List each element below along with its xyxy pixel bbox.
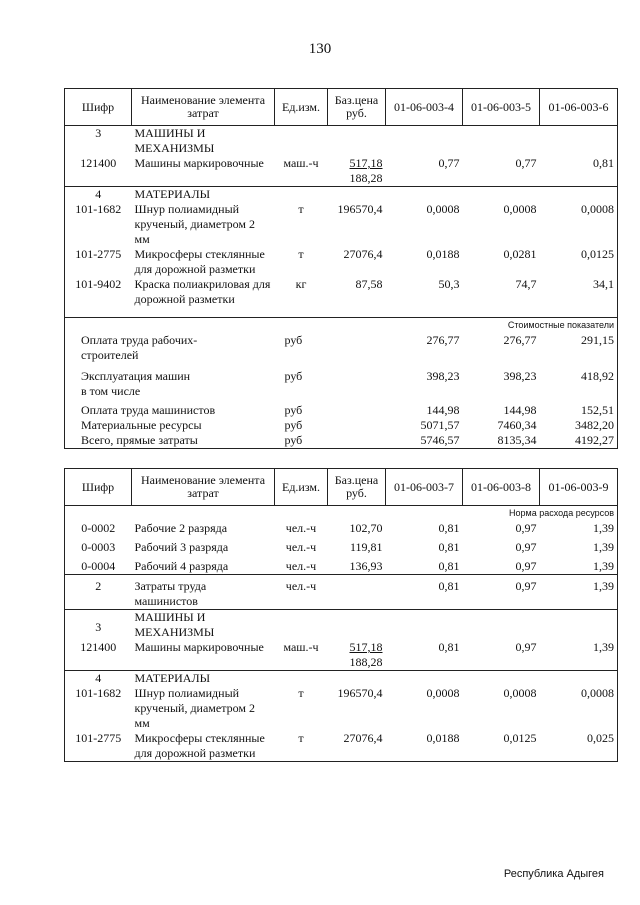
cost-unit: руб xyxy=(284,369,303,383)
header-code: Шифр xyxy=(65,469,132,506)
row-value: 0,0008 xyxy=(503,686,537,700)
cost-unit: руб xyxy=(284,333,303,347)
header-col-b: 01-06-003-8 xyxy=(463,469,540,506)
table-row xyxy=(65,731,618,762)
row-unit: т xyxy=(298,202,304,216)
header-unit: Ед.изм. xyxy=(275,469,328,506)
row-value: 0,81 xyxy=(540,156,618,187)
row-name: Рабочий 3 разряда xyxy=(134,540,229,554)
cost-row xyxy=(65,333,618,363)
row-value: 0,77 xyxy=(463,156,540,187)
row-value: 0,81 xyxy=(386,640,463,671)
table-header xyxy=(65,469,618,506)
row-value: 50,3 xyxy=(438,277,460,291)
table-row xyxy=(65,247,618,277)
cost-row xyxy=(65,399,618,418)
row-unit: чел.-ч xyxy=(285,521,317,535)
table-row xyxy=(65,640,618,671)
cost-label: Всего, прямые затраты xyxy=(65,433,275,449)
header-col-c: 01-06-003-6 xyxy=(540,89,618,126)
cost-value: 144,98 xyxy=(503,403,537,417)
price-bottom: 188,28 xyxy=(349,171,383,185)
row-value: 1,39 xyxy=(540,536,618,555)
row-unit: чел.-ч xyxy=(275,555,328,575)
cost-unit: руб xyxy=(275,433,328,449)
row-unit: т xyxy=(298,247,304,261)
subheader-label: Норма расхода ресурсов xyxy=(65,506,618,522)
row-name: Машины маркировочные xyxy=(132,640,275,671)
cost-value: 276,77 xyxy=(426,333,460,347)
row-value: 1,39 xyxy=(540,575,618,610)
cost-label: Материальные ресурсы xyxy=(65,418,275,433)
row-value: 0,81 xyxy=(438,521,460,535)
price-top: 517,18 xyxy=(349,156,383,170)
cost-value: 291,15 xyxy=(540,333,618,363)
cost-value: 7460,34 xyxy=(497,418,537,432)
row-code: 101-9402 xyxy=(65,277,132,307)
row-value: 0,0008 xyxy=(540,202,618,247)
header-name: Наименование элемента затрат xyxy=(132,469,275,506)
row-price: 27076,4 xyxy=(328,731,386,762)
row-value: 0,0008 xyxy=(426,202,460,216)
cost-value: 144,98 xyxy=(426,403,460,417)
row-code: 0-0002 xyxy=(65,521,132,536)
row-value: 0,0125 xyxy=(463,731,540,762)
row-value: 0,97 xyxy=(463,555,540,575)
row-value: 1,39 xyxy=(540,521,618,536)
header-col-c: 01-06-003-9 xyxy=(540,469,618,506)
cost-value: 4192,27 xyxy=(540,433,618,449)
table-row xyxy=(65,575,618,610)
cost-row xyxy=(65,433,618,449)
page-number: 130 xyxy=(308,41,332,57)
row-price: 196570,4 xyxy=(337,202,383,216)
row-value: 0,81 xyxy=(438,540,460,554)
row-unit: маш.-ч xyxy=(275,156,328,187)
header-unit: Ед.изм. xyxy=(275,89,328,126)
row-value: 0,025 xyxy=(540,731,618,762)
row-unit: т xyxy=(298,686,304,700)
row-name: Рабочие 2 разряда xyxy=(134,521,228,535)
row-price: 136,93 xyxy=(328,555,386,575)
table-row xyxy=(65,536,618,555)
row-name: Рабочий 4 разряда xyxy=(132,555,275,575)
header-price: Баз.цена руб. xyxy=(328,89,386,126)
section-row xyxy=(65,187,618,203)
row-price: 87,58 xyxy=(355,277,383,291)
row-value: 74,7 xyxy=(515,277,537,291)
section-title: МАТЕРИАЛЫ xyxy=(134,187,211,201)
row-value: 1,39 xyxy=(540,555,618,575)
section-row xyxy=(65,126,618,157)
cost-value: 398,23 xyxy=(426,369,460,383)
row-name: Шнур полиамидный крученый, диаметром 2 мм xyxy=(134,202,255,246)
row-code: 121400 xyxy=(65,640,132,671)
row-value: 0,97 xyxy=(515,540,537,554)
row-price xyxy=(328,640,386,671)
row-code: 101-2775 xyxy=(65,731,132,762)
section-title: МАШИНЫ И МЕХАНИЗМЫ xyxy=(132,126,618,157)
header-col-a: 01-06-003-4 xyxy=(386,89,463,126)
row-price: 102,70 xyxy=(349,521,383,535)
row-value: 1,39 xyxy=(540,640,618,671)
section-code: 3 xyxy=(65,610,132,641)
row-value: 0,97 xyxy=(515,521,537,535)
row-price xyxy=(328,575,386,610)
row-code: 121400 xyxy=(65,156,132,187)
row-value: 0,0008 xyxy=(540,686,618,731)
table-row xyxy=(65,555,618,575)
cost-unit: руб xyxy=(284,403,303,417)
table-row xyxy=(65,202,618,247)
cost-label: Оплата труда машинистов xyxy=(65,399,275,418)
cost-value: 3482,20 xyxy=(540,418,618,433)
header-col-b: 01-06-003-5 xyxy=(463,89,540,126)
table-row xyxy=(65,521,618,536)
price-top: 517,18 xyxy=(349,640,383,654)
cost-value: 5071,57 xyxy=(420,418,460,432)
cost-unit: руб xyxy=(284,418,303,432)
header-col-a: 01-06-003-7 xyxy=(386,469,463,506)
section-code: 4 xyxy=(65,187,132,203)
row-code: 0-0003 xyxy=(65,536,132,555)
row-code: 0-0004 xyxy=(65,555,132,575)
subheader-label: Стоимостные показатели xyxy=(65,318,618,334)
subheader-row xyxy=(65,506,618,522)
estimate-table-2 xyxy=(64,468,618,762)
row-code: 101-1682 xyxy=(65,202,132,247)
row-unit: чел.-ч xyxy=(285,540,317,554)
cost-label: Эксплуатация машин xyxy=(65,363,275,384)
section-row xyxy=(65,610,618,641)
cost-row xyxy=(65,384,618,399)
cost-row xyxy=(65,418,618,433)
price-bottom: 188,28 xyxy=(349,655,383,669)
header-code: Шифр xyxy=(65,89,132,126)
section-title: МАТЕРИАЛЫ xyxy=(134,671,211,685)
row-value: 0,97 xyxy=(463,575,540,610)
section-title: МАШИНЫ И МЕХАНИЗМЫ xyxy=(132,610,618,641)
row-unit: чел.-ч xyxy=(275,575,328,610)
row-name: Краска полиакриловая для дорожной разметки xyxy=(134,277,271,306)
row-unit: т xyxy=(275,731,328,762)
row-value: 0,97 xyxy=(463,640,540,671)
row-value: 0,77 xyxy=(386,156,463,187)
cost-label: в том числе xyxy=(65,384,275,399)
row-value: 0,0008 xyxy=(503,202,537,216)
cost-value: 398,23 xyxy=(503,369,537,383)
row-value: 0,81 xyxy=(386,575,463,610)
row-value: 0,0188 xyxy=(386,731,463,762)
table-row xyxy=(65,277,618,307)
section-code: 4 xyxy=(65,671,132,687)
cost-value: 8135,34 xyxy=(463,433,540,449)
header-price: Баз.цена руб. xyxy=(328,469,386,506)
cost-value: 5746,57 xyxy=(386,433,463,449)
table-row xyxy=(65,156,618,187)
row-price xyxy=(328,156,386,187)
row-name: Микросферы стеклянные для дорожной разметки xyxy=(132,731,275,762)
subheader-row xyxy=(65,318,618,334)
estimate-table-1 xyxy=(64,88,618,449)
cost-value: 152,51 xyxy=(540,399,618,418)
row-price: 196570,4 xyxy=(337,686,383,700)
cost-row xyxy=(65,363,618,384)
row-code: 2 xyxy=(65,575,132,610)
row-price: 27076,4 xyxy=(343,247,383,261)
row-unit: маш.-ч xyxy=(275,640,328,671)
table-header xyxy=(65,89,618,126)
row-value: 0,0281 xyxy=(503,247,537,261)
row-value: 0,0008 xyxy=(426,686,460,700)
row-unit: кг xyxy=(295,277,307,291)
row-name: Микросферы стеклянные для дорожной разметки xyxy=(134,247,265,276)
table-row xyxy=(65,686,618,731)
row-name: Машины маркировочные xyxy=(132,156,275,187)
cost-value: 276,77 xyxy=(503,333,537,347)
row-code: 101-1682 xyxy=(65,686,132,731)
row-name: Затраты труда машинистов xyxy=(132,575,275,610)
row-value: 34,1 xyxy=(540,277,618,307)
section-code: 3 xyxy=(65,126,132,157)
section-row xyxy=(65,671,618,687)
row-name: Шнур полиамидный крученый, диаметром 2 мм xyxy=(134,686,255,730)
row-code: 101-2775 xyxy=(65,247,132,277)
row-value: 0,0125 xyxy=(540,247,618,277)
row-value: 0,0188 xyxy=(426,247,460,261)
footer-region: Республика Адыгея xyxy=(503,868,604,880)
row-price: 119,81 xyxy=(349,540,383,554)
header-name: Наименование элемента затрат xyxy=(132,89,275,126)
cost-label: Оплата труда рабочих-строителей xyxy=(65,333,275,363)
cost-value: 418,92 xyxy=(540,363,618,384)
row-value: 0,81 xyxy=(386,555,463,575)
